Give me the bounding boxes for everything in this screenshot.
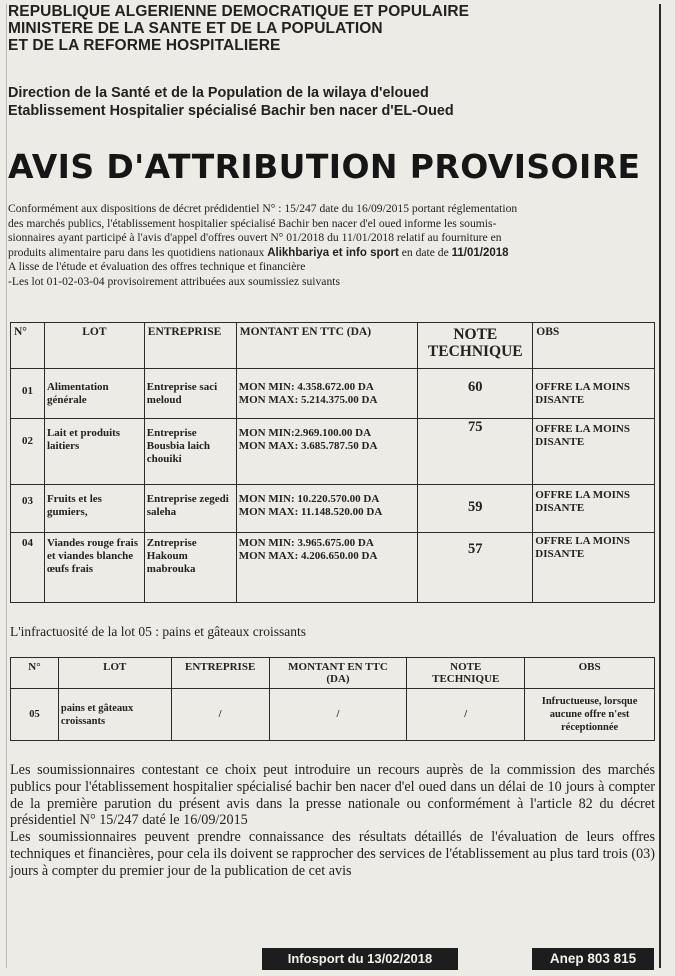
attribution-table <box>10 322 655 603</box>
cell-entreprise: / <box>171 689 269 741</box>
infructuosite-line: L'infractuosité de la lot 05 : pains et gâteaux croissants <box>10 624 306 639</box>
newspapers-names: Alikhbariya et info sport <box>267 246 399 259</box>
cell-montant <box>236 419 418 485</box>
cell-lot: Alimentation générale <box>44 369 144 419</box>
montant-max: MON MAX: 11.148.520.00 DA <box>238 506 383 518</box>
montant-max: MON MAX: 5.214.375.00 DA <box>238 394 378 406</box>
cell-no: 01 <box>11 369 45 419</box>
montant-min: MON MIN: 3.965.675.00 DA <box>238 537 374 549</box>
cell-obs: OFFRE LA MOINS DISANTE <box>533 485 655 533</box>
cell-entreprise: Entreprise zegedi saleha <box>144 485 236 533</box>
col-header-note-line: NOTE <box>453 326 498 343</box>
infructuous-lot-table <box>10 657 655 741</box>
cell-no: 03 <box>11 485 45 533</box>
col-header-note <box>418 323 533 369</box>
montant-max: MON MAX: 4.206.650.00 DA <box>238 550 378 562</box>
intro-line: A lisse de l'étude et évaluation des offres technique et financière <box>8 260 306 273</box>
intro-text: produits alimentaire paru dans les quotidiens nationaux <box>8 245 268 259</box>
col-header-no: N° <box>11 323 45 369</box>
table-row <box>11 369 655 419</box>
footer <box>0 948 675 972</box>
col-header-note-line: NOTE <box>450 661 482 673</box>
col-header-obs: OBS <box>525 658 655 689</box>
cell-entreprise: Entreprise Bousbia laich chouiki <box>144 419 236 485</box>
table-row <box>11 533 655 603</box>
col-header-note-line: TECHNIQUE <box>427 343 523 360</box>
source-badge: Infosport du 13/02/2018 <box>262 948 458 970</box>
cell-note: 75 <box>418 419 533 485</box>
cell-montant <box>236 369 418 419</box>
cell-obs: OFFRE LA MOINS DISANTE <box>533 533 655 603</box>
col-header-no: N° <box>11 658 59 689</box>
cell-lot: Lait et produits laitiers <box>44 419 144 485</box>
table-header-row <box>11 323 655 369</box>
direction-line: Direction de la Santé et de la Population de la wilaya d'eloued <box>8 85 429 101</box>
col-header-montant-line: (DA) <box>326 673 350 685</box>
col-header-entreprise: ENTREPRISE <box>144 323 236 369</box>
cell-obs: OFFRE LA MOINS DISANTE <box>533 369 655 419</box>
results-paragraph: Les soumissionnaires peuvent prendre connaissance des résultats détaillés de l'évaluation de leurs offres techniques et financières, pour cela ils doivent se rapprocher des services de l'établissement au plus tard trois (03) jours à compter du premier jour de la publication de cet avis <box>10 829 655 879</box>
direction-line: Etablissement Hospitalier spécialisé Bachir ben nacer d'EL-Oued <box>8 103 454 119</box>
cell-note: 59 <box>418 485 533 533</box>
cell-lot: pains et gâteaux croissants <box>58 689 171 741</box>
col-header-montant <box>269 658 407 689</box>
intro-line: Conformément aux dispositions de décret prédidentiel N° : 15/247 date du 16/09/2015 portant réglementation <box>8 202 518 215</box>
cell-obs: Infructueuse, lorsque aucune offre n'est réceptionnée <box>525 689 655 741</box>
cell-no: 05 <box>11 689 59 741</box>
header-line: MINISTERE DE LA SANTE ET DE LA POPULATION <box>8 20 383 37</box>
cell-obs: OFFRE LA MOINS DISANTE <box>533 419 655 485</box>
cell-montant <box>236 485 418 533</box>
table-row <box>11 689 655 741</box>
col-header-obs: OBS <box>533 323 655 369</box>
anep-badge: Anep 803 815 <box>532 948 654 970</box>
intro-line <box>8 246 656 261</box>
cell-no: 02 <box>11 419 45 485</box>
cell-montant <box>236 533 418 603</box>
montant-min: MON MIN:2.969.100.00 DA <box>238 427 372 439</box>
publication-date: 11/01/2018 <box>451 246 509 259</box>
intro-line: -Les lot 01-02-03-04 provisoirement attribuées aux soumissiez suivants <box>8 274 340 288</box>
cell-note: 60 <box>418 369 533 419</box>
col-header-lot <box>44 323 144 369</box>
table-header-row <box>11 658 655 689</box>
direction-header <box>8 84 648 120</box>
intro-text: en date de <box>398 245 452 259</box>
intro-line: sionnaires ayant participé à l'avis d'appel d'offres ouvert N° 01/2018 du 11/01/2018 relatif au fourniture en <box>8 231 502 244</box>
header-line: ET DE LA REFORME HOSPITALIERE <box>8 37 281 54</box>
ministry-header <box>8 3 608 54</box>
cell-entreprise: Entreprise saci meloud <box>144 369 236 419</box>
notice-title: AVIS D'ATTRIBUTION PROVISOIRE <box>8 147 641 186</box>
recourse-paragraph: Les soumissionnaires contestant ce choix peut introduire un recours auprès de la commission des marchés publics pour l'établissement hospitalier spécialisé bachir ben nacer d'el oued dans un délai de 10 jours à compter de la première parution du présent avis dans la presse nationale ou conformément à l'article 82 du décret présidentiel N° 15/247 daté le 16/09/2015 <box>10 762 655 829</box>
cell-note: / <box>407 689 525 741</box>
col-header-note-line: TECHNIQUE <box>432 673 500 685</box>
cell-montant: / <box>269 689 407 741</box>
col-header-note <box>407 658 525 689</box>
intro-line: des marchés publics, l'établissement hospitalier spécialisé Bachir ben nacer d'el oued informe les soumis- <box>8 216 497 230</box>
col-header-entreprise: ENTREPRISE <box>171 658 269 689</box>
cell-entreprise: Zntreprise Hakoum mabrouka <box>144 533 236 603</box>
montant-max: MON MAX: 3.685.787.50 DA <box>238 440 378 452</box>
col-header-lot-label: LOT <box>82 326 107 338</box>
cell-lot: Viandes rouge frais et viandes blanche œufs frais <box>44 533 144 603</box>
montant-min: MON MIN: 10.220.570.00 DA <box>238 493 380 505</box>
header-line: REPUBLIQUE ALGERIENNE DEMOCRATIQUE ET POPULAIRE <box>8 3 470 20</box>
col-header-montant: MONTANT EN TTC (DA) <box>236 323 418 369</box>
intro-paragraph <box>8 202 656 289</box>
col-header-lot: LOT <box>58 658 171 689</box>
table-row <box>11 485 655 533</box>
col-header-montant-line: MONTANT EN TTC <box>288 661 388 673</box>
table-row <box>11 419 655 485</box>
closing-text <box>10 762 655 880</box>
cell-note: 57 <box>418 533 533 603</box>
cell-lot: Fruits et les gumiers, <box>44 485 144 533</box>
cell-no: 04 <box>11 533 45 603</box>
montant-min: MON MIN: 4.358.672.00 DA <box>238 381 374 393</box>
